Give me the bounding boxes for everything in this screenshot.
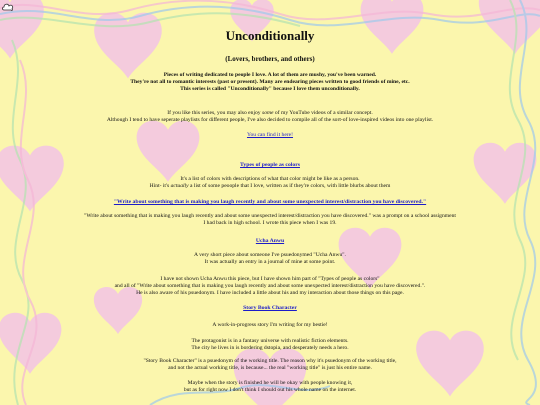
section-link-types-of-people[interactable]: Types of people as colors — [240, 162, 300, 168]
section-line: "Write about something that is making you laugh recently and about some unexpected interest/distraction you have discovered." was a prompt on a school assignment — [84, 213, 456, 219]
section-line: and not the actual working title, is because... the real "working title" is just his entire name. — [168, 365, 372, 372]
section-line: The city he lives in is bordering dstopia, and desperately needs a hero. — [191, 345, 349, 352]
section-line: but as for right now I don't think I should out his whole name on the internet. — [183, 387, 357, 394]
playlist-link[interactable]: You can find it here! — [246, 132, 294, 138]
section-text-story-book-4 — [0, 380, 540, 394]
youtube-line: Although I tend to have seperate playlists for different people, I've also decided to compile all of the sort-of love-inspired videos into one playlist. — [106, 117, 434, 124]
section-link-ucha-anwu[interactable]: Ucha Anwu — [255, 238, 285, 244]
section-line: Hint- it's actually a list of some peoople that I love, written as if they're colors, with little blurbs about them — [149, 183, 391, 190]
section-text-write-about-something — [0, 213, 540, 227]
intro-line: They're not all to romantic interests (past or present). Many are endearing pieces written to good friends of mine, etc. — [130, 79, 410, 85]
section-line: I had back in high school. I wrote this piece when I was 19. — [203, 220, 337, 227]
youtube-text: of my YouTube videos of a similar concept. — [273, 110, 373, 116]
intro-text — [0, 72, 540, 93]
playlist-link-wrap — [0, 132, 540, 139]
section-line: He is also aware of his psuedonym. I have included a little about his and my interaction about those things on this page. — [136, 290, 404, 297]
section-text-ucha-anwu — [0, 252, 540, 266]
section-line: The protagonist is in a fantasy universe with realistic fiction elements. — [191, 338, 349, 344]
section-line: A work-in-progress story I'm writing for my bestie! — [212, 322, 328, 328]
cloud-icon — [2, 2, 14, 12]
intro-line: This series is called "Unconditionally" because I love them unconditionally. — [180, 86, 360, 92]
section-text-story-book — [0, 322, 540, 329]
section-line: A very short piece about someone I've psuedonymed "Ucha Anwu". — [194, 252, 346, 258]
youtube-text: If you like this series, you may also enjoy — [167, 110, 263, 116]
section-text-story-book-2 — [0, 338, 540, 352]
intro-line: Pieces of writing dedicated to people I love. A lot of them are mushy, you've been warned. — [163, 72, 377, 78]
section-line: It was actually an entry in a journal of mine at some point. — [204, 259, 336, 266]
youtube-emphasis: some — [262, 110, 274, 116]
section-line: and all of "Write about something that is making you laugh recently and about some unexpected interest/distraction you have discovered.". — [114, 283, 426, 290]
section-line: It's a list of colors with descriptions of what that color might be like as a person. — [180, 176, 360, 182]
section-link-write-about-something[interactable]: "Write about something that is making you laugh recently and about some unexpected interest/distraction you have discovered." — [113, 199, 427, 205]
youtube-paragraph — [0, 110, 540, 124]
section-text-ucha-anwu-more — [0, 276, 540, 298]
section-line: I have not shown Ucha Anwu this piece, but I have shown him part of "Types of people as colors" — [160, 276, 380, 282]
section-text-story-book-3 — [0, 358, 540, 372]
section-link-story-book-character[interactable]: Story Book Character — [243, 305, 297, 311]
section-line: Maybe when the story is finished he will be okay with people knowing it, — [187, 380, 353, 386]
section-line: "Story Book Character" is a psuedonym of the working title. The reason why it's psuedonym of the working title, — [143, 358, 397, 364]
section-text-types-of-people — [0, 176, 540, 190]
page-title: Unconditionally — [225, 28, 315, 43]
page-subtitle: (Lovers, brothers, and others) — [225, 55, 315, 63]
